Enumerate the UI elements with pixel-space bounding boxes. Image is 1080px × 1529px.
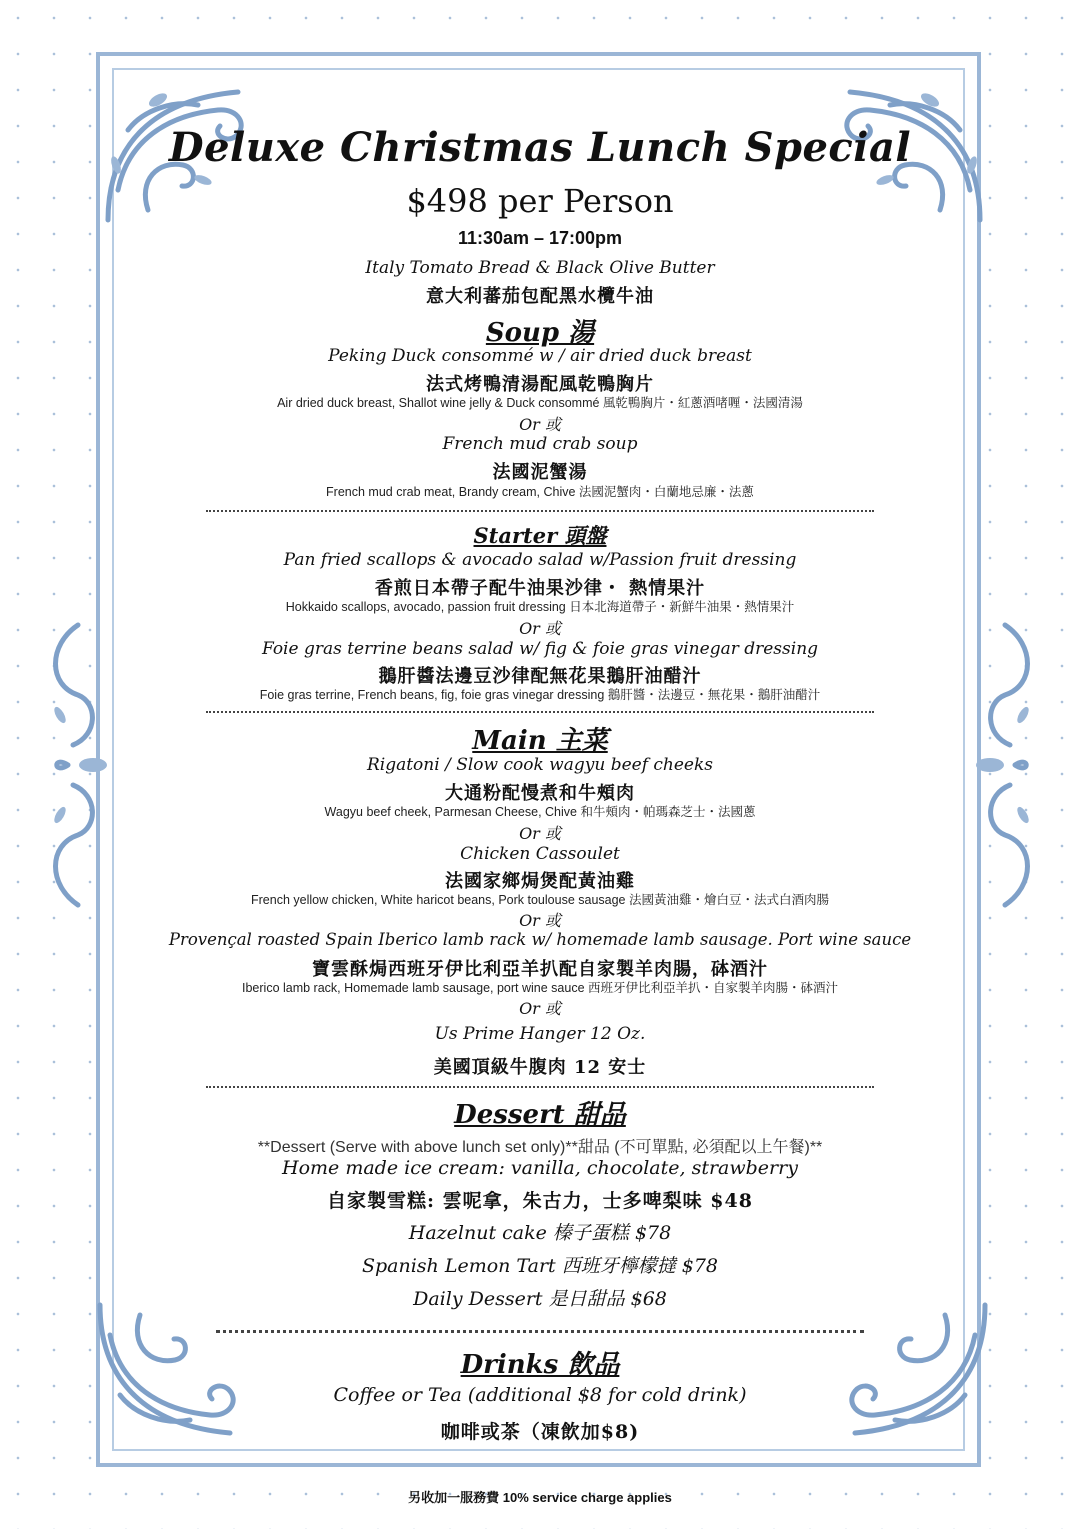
section-divider <box>216 1330 864 1333</box>
dessert-note: **Dessert (Serve with above lunch set only)**甜品 (不可單點, 必須配以上午餐)** <box>257 1139 823 1156</box>
section-divider <box>206 510 874 512</box>
drinks-heading: Drinks 飲品 <box>460 1350 620 1380</box>
starter-item2-desc: Foie gras terrine, French beans, fig, foie gras vinegar dressing 鵝肝醬・法邊豆・無花果・鵝肝油醋汁 <box>259 688 821 702</box>
soup-item1-en: Peking Duck consommé w / air dried duck breast <box>328 346 752 366</box>
soup-item2-en: French mud crab soup <box>442 434 638 454</box>
main-heading: Main 主菜 <box>472 726 608 756</box>
starter-heading: Starter 頭盤 <box>473 523 607 548</box>
bread-name-cn: 意大利蕃茄包配黑水欖牛油 <box>426 286 654 307</box>
main-item2-desc: French yellow chicken, White haricot beans, Pork toulouse sausage 法國黃油雞・燴白豆・法式白酒肉腸 <box>251 893 829 907</box>
main-item2-cn: 法國家鄉焗煲配黃油雞 <box>445 871 635 892</box>
starter-or: Or 或 <box>519 619 561 638</box>
left-scroll-ornament <box>38 615 108 915</box>
dessert-item1-en: Home made ice cream: vanilla, chocolate, strawberry <box>282 1157 798 1179</box>
menu-content <box>140 0 940 1529</box>
section-divider <box>206 1086 874 1088</box>
main-item1-en: Rigatoni / Slow cook wagyu beef cheeks <box>366 755 714 775</box>
main-or2: Or 或 <box>519 911 561 930</box>
starter-item2-cn: 鵝肝醬法邊豆沙律配無花果鵝肝油醋汁 <box>378 666 702 687</box>
dessert-item2: Hazelnut cake 榛子蛋糕 $78 <box>408 1222 672 1244</box>
soup-item2-desc: French mud crab meat, Brandy cream, Chive 法國泥蟹肉・白蘭地忌廉・法蔥 <box>326 485 754 499</box>
soup-heading: Soup 湯 <box>485 318 595 348</box>
starter-item1-desc: Hokkaido scallops, avocado, passion fruit dressing 日本北海道帶子・新鮮牛油果・熱情果汁 <box>285 600 795 614</box>
starter-item2-en: Foie gras terrine beans salad w/ fig & foie gras vinegar dressing <box>261 639 819 659</box>
main-item4-en: Us Prime Hanger 12 Oz. <box>434 1024 646 1044</box>
main-item3-desc: Iberico lamb rack, Homemade lamb sausage, port wine sauce 西班牙伊比利亞羊扒・自家製羊肉腸・砵酒汁 <box>242 981 838 995</box>
main-item1-cn: 大通粉配慢煮和牛頰肉 <box>445 783 635 804</box>
bread-name-en: Italy Tomato Bread & Black Olive Butter <box>365 258 715 278</box>
menu-price: $498 per Person <box>406 182 674 220</box>
main-item3-cn: 寶雲酥焗西班牙伊比利亞羊扒配自家製羊肉腸，砵酒汁 <box>312 959 768 980</box>
dessert-item3: Spanish Lemon Tart 西班牙檸檬撻 $78 <box>361 1255 719 1277</box>
service-charge-note: 另收加一服務費 10% service charge applies <box>408 1490 672 1505</box>
main-item3-en: Provençal roasted Spain Iberico lamb rack w/ homemade lamb sausage. Port wine sauce <box>168 930 912 949</box>
right-scroll-ornament <box>975 615 1045 915</box>
main-item4-cn: 美國頂級牛腹肉 12 安士 <box>433 1057 647 1078</box>
starter-item1-cn: 香煎日本帶子配牛油果沙律・ 熱情果汁 <box>374 578 706 599</box>
main-or3: Or 或 <box>519 999 561 1018</box>
soup-item1-desc: Air dried duck breast, Shallot wine jelly & Duck consommé 風乾鴨胸片・紅蔥酒啫喱・法國清湯 <box>277 396 803 410</box>
dessert-item1-cn: 自家製雪糕: 雲呢拿，朱古力，士多啤梨味 $48 <box>327 1190 753 1212</box>
main-item2-en: Chicken Cassoulet <box>460 844 620 864</box>
drinks-item1-cn: 咖啡或茶（凍飲加$8) <box>440 1421 640 1443</box>
serving-hours: 11:30am – 17:00pm <box>457 228 623 248</box>
soup-or: Or 或 <box>519 415 561 434</box>
starter-item1-en: Pan fried scallops & avocado salad w/Passion fruit dressing <box>283 550 797 570</box>
soup-item2-cn: 法國泥蟹湯 <box>492 462 588 483</box>
soup-item1-cn: 法式烤鴨清湯配風乾鴨胸片 <box>426 374 654 395</box>
drinks-item1-en: Coffee or Tea (additional $8 for cold drink) <box>333 1384 747 1406</box>
section-divider <box>206 711 874 713</box>
menu-title: Deluxe Christmas Lunch Special <box>168 124 912 171</box>
main-or1: Or 或 <box>519 824 561 843</box>
main-item1-desc: Wagyu beef cheek, Parmesan Cheese, Chive 和牛頰肉・帕瑪森芝士・法國蔥 <box>324 805 756 819</box>
dessert-item4: Daily Dessert 是日甜品 $68 <box>413 1288 667 1310</box>
dessert-heading: Dessert 甜品 <box>454 1100 626 1130</box>
